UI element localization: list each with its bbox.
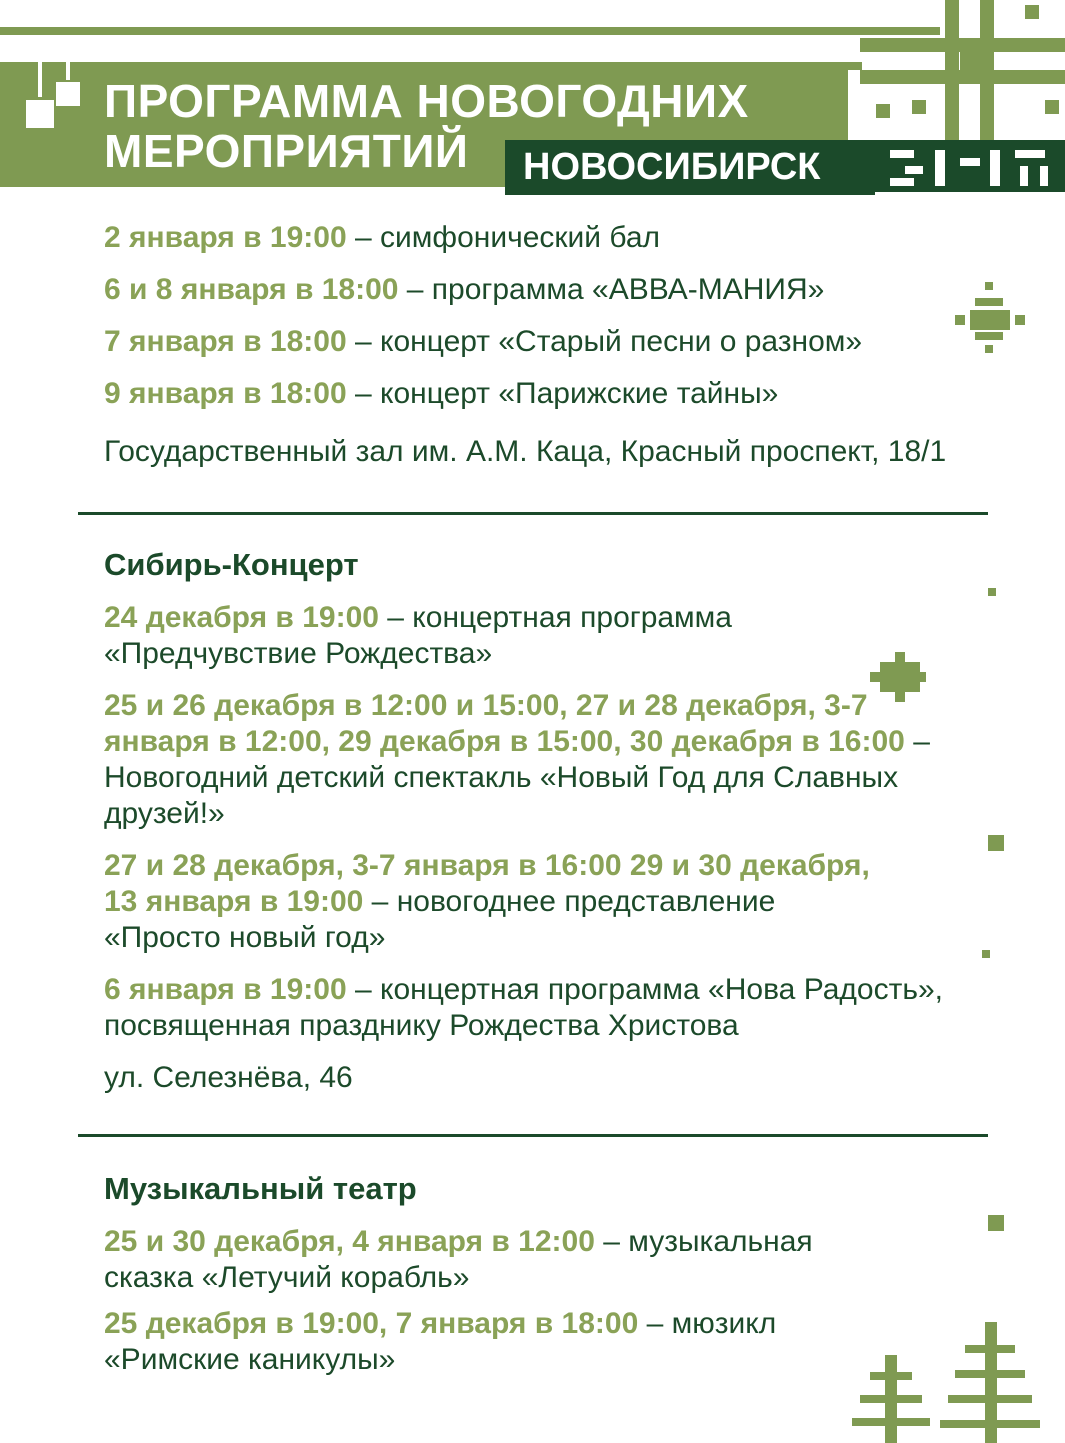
list-item: 7 января в 18:00 – концерт «Старый песни о разном» [104, 325, 863, 358]
dot-icon [988, 588, 996, 596]
section-title: Музыкальный театр [104, 1171, 417, 1206]
section-gos-zal [104, 220, 984, 470]
list-item: 25 и 30 декабря, 4 января в 12:00 – музыкальная сказка «Летучий корабль» [104, 1225, 813, 1294]
list-item: 27 и 28 декабря, 3-7 января в 16:00 29 и 30 декабря, 13 января в 19:00 – новогоднее представление «Просто новый год» [104, 849, 870, 954]
title-line-1: ПРОГРАММА НОВОГОДНИХ [104, 75, 749, 127]
divider [78, 512, 988, 515]
section-muz-teatr [104, 1170, 894, 1378]
venue-address: ул. Селезнёва, 46 [104, 1061, 353, 1094]
city-label: НОВОСИБИРСК [505, 140, 875, 195]
section-title: Сибирь-Концерт [104, 547, 359, 582]
list-item: 9 января в 18:00 – концерт «Парижские тайны» [104, 377, 779, 410]
list-item: 6 и 8 января в 18:00 – программа «АВВА-МАНИЯ» [104, 273, 825, 306]
dot-icon [988, 1215, 1004, 1231]
divider [78, 1134, 988, 1137]
list-item: 25 декабря в 19:00, 7 января в 18:00 – мюзикл «Римские каникулы» [104, 1307, 777, 1376]
venue-address: Государственный зал им. А.М. Каца, Красный проспект, 18/1 [104, 435, 947, 468]
section-sibir-koncert [104, 546, 954, 1096]
list-item: 25 и 26 декабря в 12:00 и 15:00, 27 и 28 декабря, 3-7 января в 12:00, 29 декабря в 15:00, 30 декабря в 16:00 – Новогодний детский спектакль «Новый Год для Славных друзей!» [104, 689, 930, 830]
list-item: 24 декабря в 19:00 – концертная программа «Предчувствие Рождества» [104, 601, 732, 670]
list-item: 2 января в 19:00 – симфонический бал [104, 221, 661, 254]
list-item: 6 января в 19:00 – концертная программа «Нова Радость», посвященная празднику Рождества Христова [104, 973, 943, 1042]
dot-icon [982, 950, 990, 958]
header-top-stripe [0, 27, 940, 35]
dot-icon [988, 835, 1004, 851]
title-line-2: МЕРОПРИЯТИЙ [104, 125, 469, 177]
